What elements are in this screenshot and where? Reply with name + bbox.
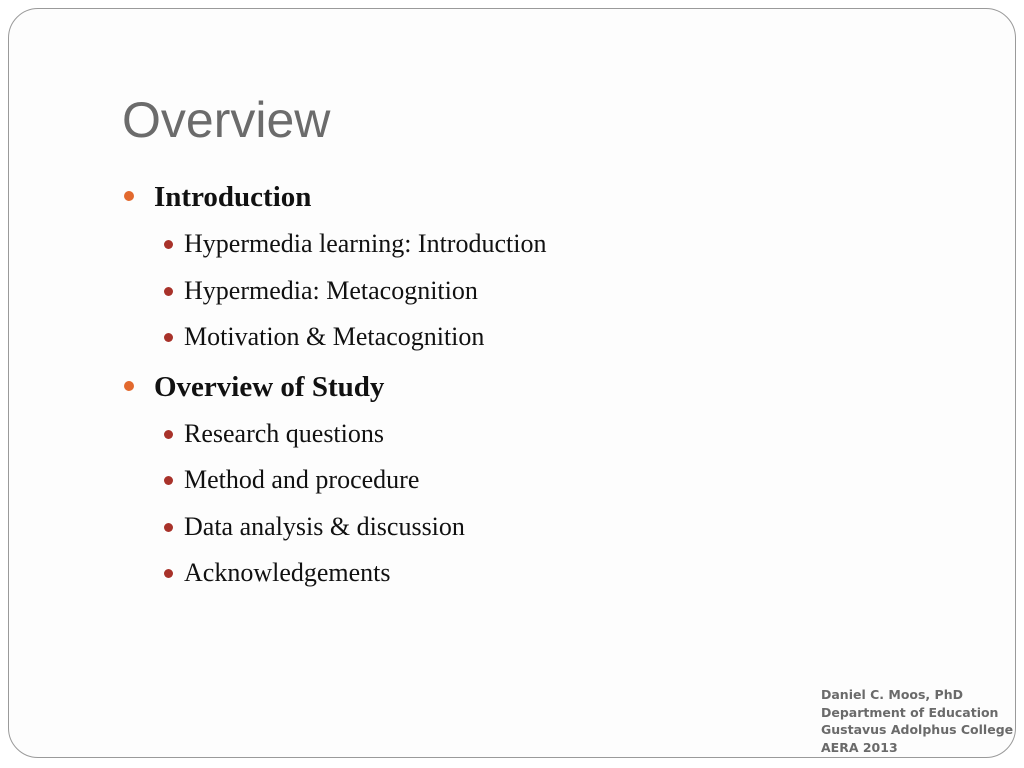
slide-title: Overview [122, 92, 331, 148]
conference-label: AERA 2013 [821, 739, 898, 755]
bullet-item-level2 [123, 457, 823, 504]
bullet-text: Data analysis & discussion [184, 511, 465, 541]
sub-bullet-list [123, 221, 823, 361]
sub-bullet-list [123, 411, 823, 597]
bullet-dot-icon [124, 191, 134, 201]
section-overview-of-study [123, 367, 823, 597]
presenter-name: Daniel C. Moos, PhD [821, 687, 963, 702]
bullet-item-level2 [123, 504, 823, 551]
bullet-item-level2 [123, 221, 823, 268]
presenter-institution: Gustavus Adolphus College [821, 722, 1014, 737]
bullet-text: Method and procedure [184, 465, 420, 494]
bullet-item-level2 [123, 314, 823, 361]
bullet-item-level1 [123, 177, 823, 217]
bullet-text: Hypermedia: Metacognition [184, 275, 478, 305]
presenter-department: Department of Education [821, 704, 999, 720]
bullet-dot-icon [164, 333, 173, 342]
bullet-dot-icon [164, 569, 173, 578]
bullet-text: Acknowledgements [184, 558, 391, 587]
bullet-item-level2 [123, 268, 823, 315]
bullet-item-level2 [123, 411, 823, 458]
bullet-dot-icon [164, 287, 173, 296]
bullet-dot-icon [164, 476, 173, 485]
bullet-item-level1 [123, 367, 823, 407]
bullet-dot-icon [164, 240, 173, 249]
bullet-text: Motivation & Metacognition [184, 322, 485, 351]
presenter-footer [821, 686, 1013, 756]
bullet-text: Hypermedia learning: Introduction [184, 229, 547, 258]
section-heading: Overview of Study [154, 370, 385, 403]
bullet-dot-icon [164, 430, 173, 439]
bullet-list [123, 177, 823, 603]
bullet-dot-icon [164, 523, 173, 532]
section-introduction [123, 177, 823, 361]
bullet-dot-icon [124, 381, 134, 391]
slide-frame [8, 8, 1016, 758]
section-heading: Introduction [154, 181, 312, 213]
bullet-item-level2 [123, 550, 823, 597]
bullet-text: Research questions [184, 418, 385, 448]
